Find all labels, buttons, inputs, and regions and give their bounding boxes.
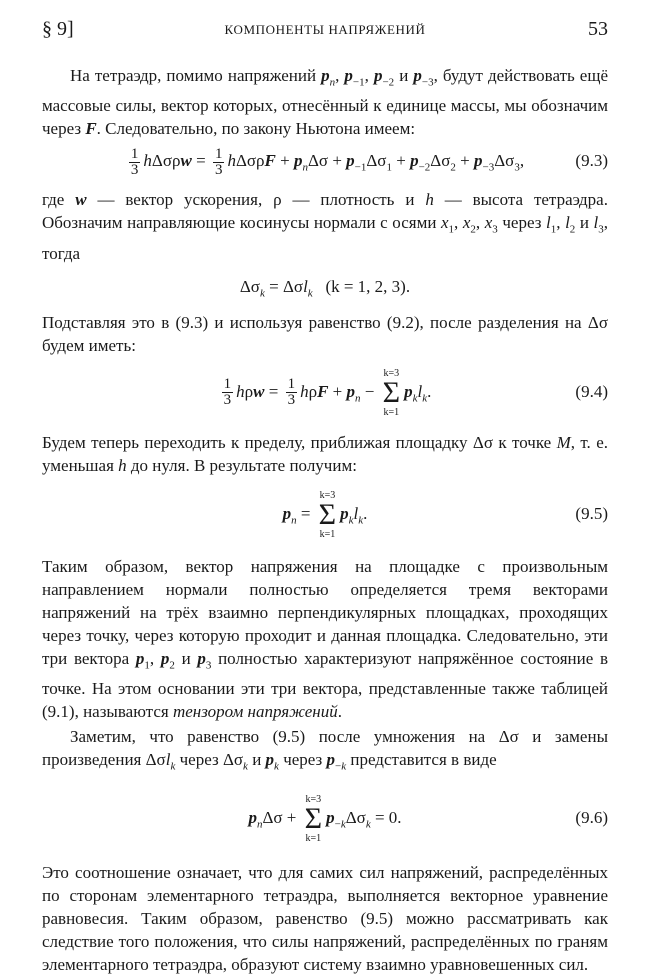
equation-delta-sigma-k: $\Delta\sigma_k = \Delta\sigma l_k$ (k = 1, 2, 3).: [239, 276, 411, 300]
paragraph-4: Будем теперь переходить к пределу, приближая площадку Δσ к точке M, т. е. уменьшая h до нуля. В результате получим:: [42, 432, 608, 475]
paragraph-5: Таким образом, вектор напряжения на площадке с произвольным направлением нормали полностью определяется тремя векторами напряжений на трёх взаимно перпендикулярных площадках, проходящих через точку, через которую проходит и данная площадка. Следовательно, эти три вектора $p_1$, $p_2$ и $p_3$ полностью характеризуют напряжённое состояние в точке. На этом основании эти три вектора, представленные также таблицей (9.1), называются тензором напряжений.: [42, 556, 608, 722]
paragraph-6: Заметим, что равенство (9.5) после умножения на Δσ и замены произведения Δσl$_k$ через $\Delta\sigma_k$ и $p_k$ через $p_{-k}$ представится в виде: [42, 727, 608, 773]
paragraph-3: Подставляя это в (9.3) и используя равенство (9.2), после разделения на Δσ будем иметь:: [42, 312, 608, 355]
section-mark: § 9]: [42, 18, 74, 40]
equation-number: (9.4): [575, 381, 608, 401]
running-header: [42, 14, 608, 44]
equation-9-4: $\frac{1}{3}$ hρw = $\frac{1}{3}$ $h\rho F + p_n$ − k=3 Σ k=1 $p_kl_k$. (9.4): [42, 359, 608, 425]
equation-9-5: $p_n$ = k=3 Σ k=1 $p_kl_k$. (9.5): [42, 481, 608, 547]
equation-number: (9.3): [575, 151, 608, 171]
equation-number: (9.5): [575, 503, 608, 523]
paragraph-2: где w — вектор ускорения, ρ — плотность и h — высота тетраэдра. Обозначим направляющие косинусы нормали с осями $x_1$, $x_2$, $x_3$ через $l_1$, $l_2$ и $l_3$, тогда: [42, 190, 609, 263]
page-number: 53: [588, 18, 608, 40]
equation-9-3: $\frac{1}{3}$ hΔσρw = $\frac{1}{3}$ $h\Delta\sigma\rho F + p_n\Delta\sigma + p_{-1}\Delta\sigma_1 + p_{-2}\Delta\sigma_2 + p_{-3}\Delta\sigma_3$, (9.3): [42, 140, 608, 182]
equation-9-6: $p_n\Delta\sigma$ + k=3 Σ k=1 $p_{-k}\Delta\sigma_k = 0$. (9.6): [42, 783, 608, 853]
running-title: КОМПОНЕНТЫ НАПРЯЖЕНИЙ: [224, 22, 426, 37]
equation-number: (9.6): [575, 807, 608, 827]
paragraph-7: Это соотношение означает, что для самих сил напряжений, распределённых по сторонам элементарного тетраэдра, выполняется векторное уравнение равновесия. Таким образом, равенство (9.5) можно рассматривать как следствие того положения, что силы напряжений, распределённых по граням элементарного тетраэдра, образуют систему взаимно уравновешенных сил.: [42, 862, 608, 974]
paragraph-1: На тетраэдр, помимо напряжений $p_n$, $p_{-1}$, $p_{-2}$ и $p_{-3}$, будут действовать ещё массовые силы, вектор которых, отнесённый к единице массы, мы обозначим через F. Следовательно, по закону Ньютона имеем:: [42, 66, 608, 139]
book-page: [42, 14, 608, 976]
